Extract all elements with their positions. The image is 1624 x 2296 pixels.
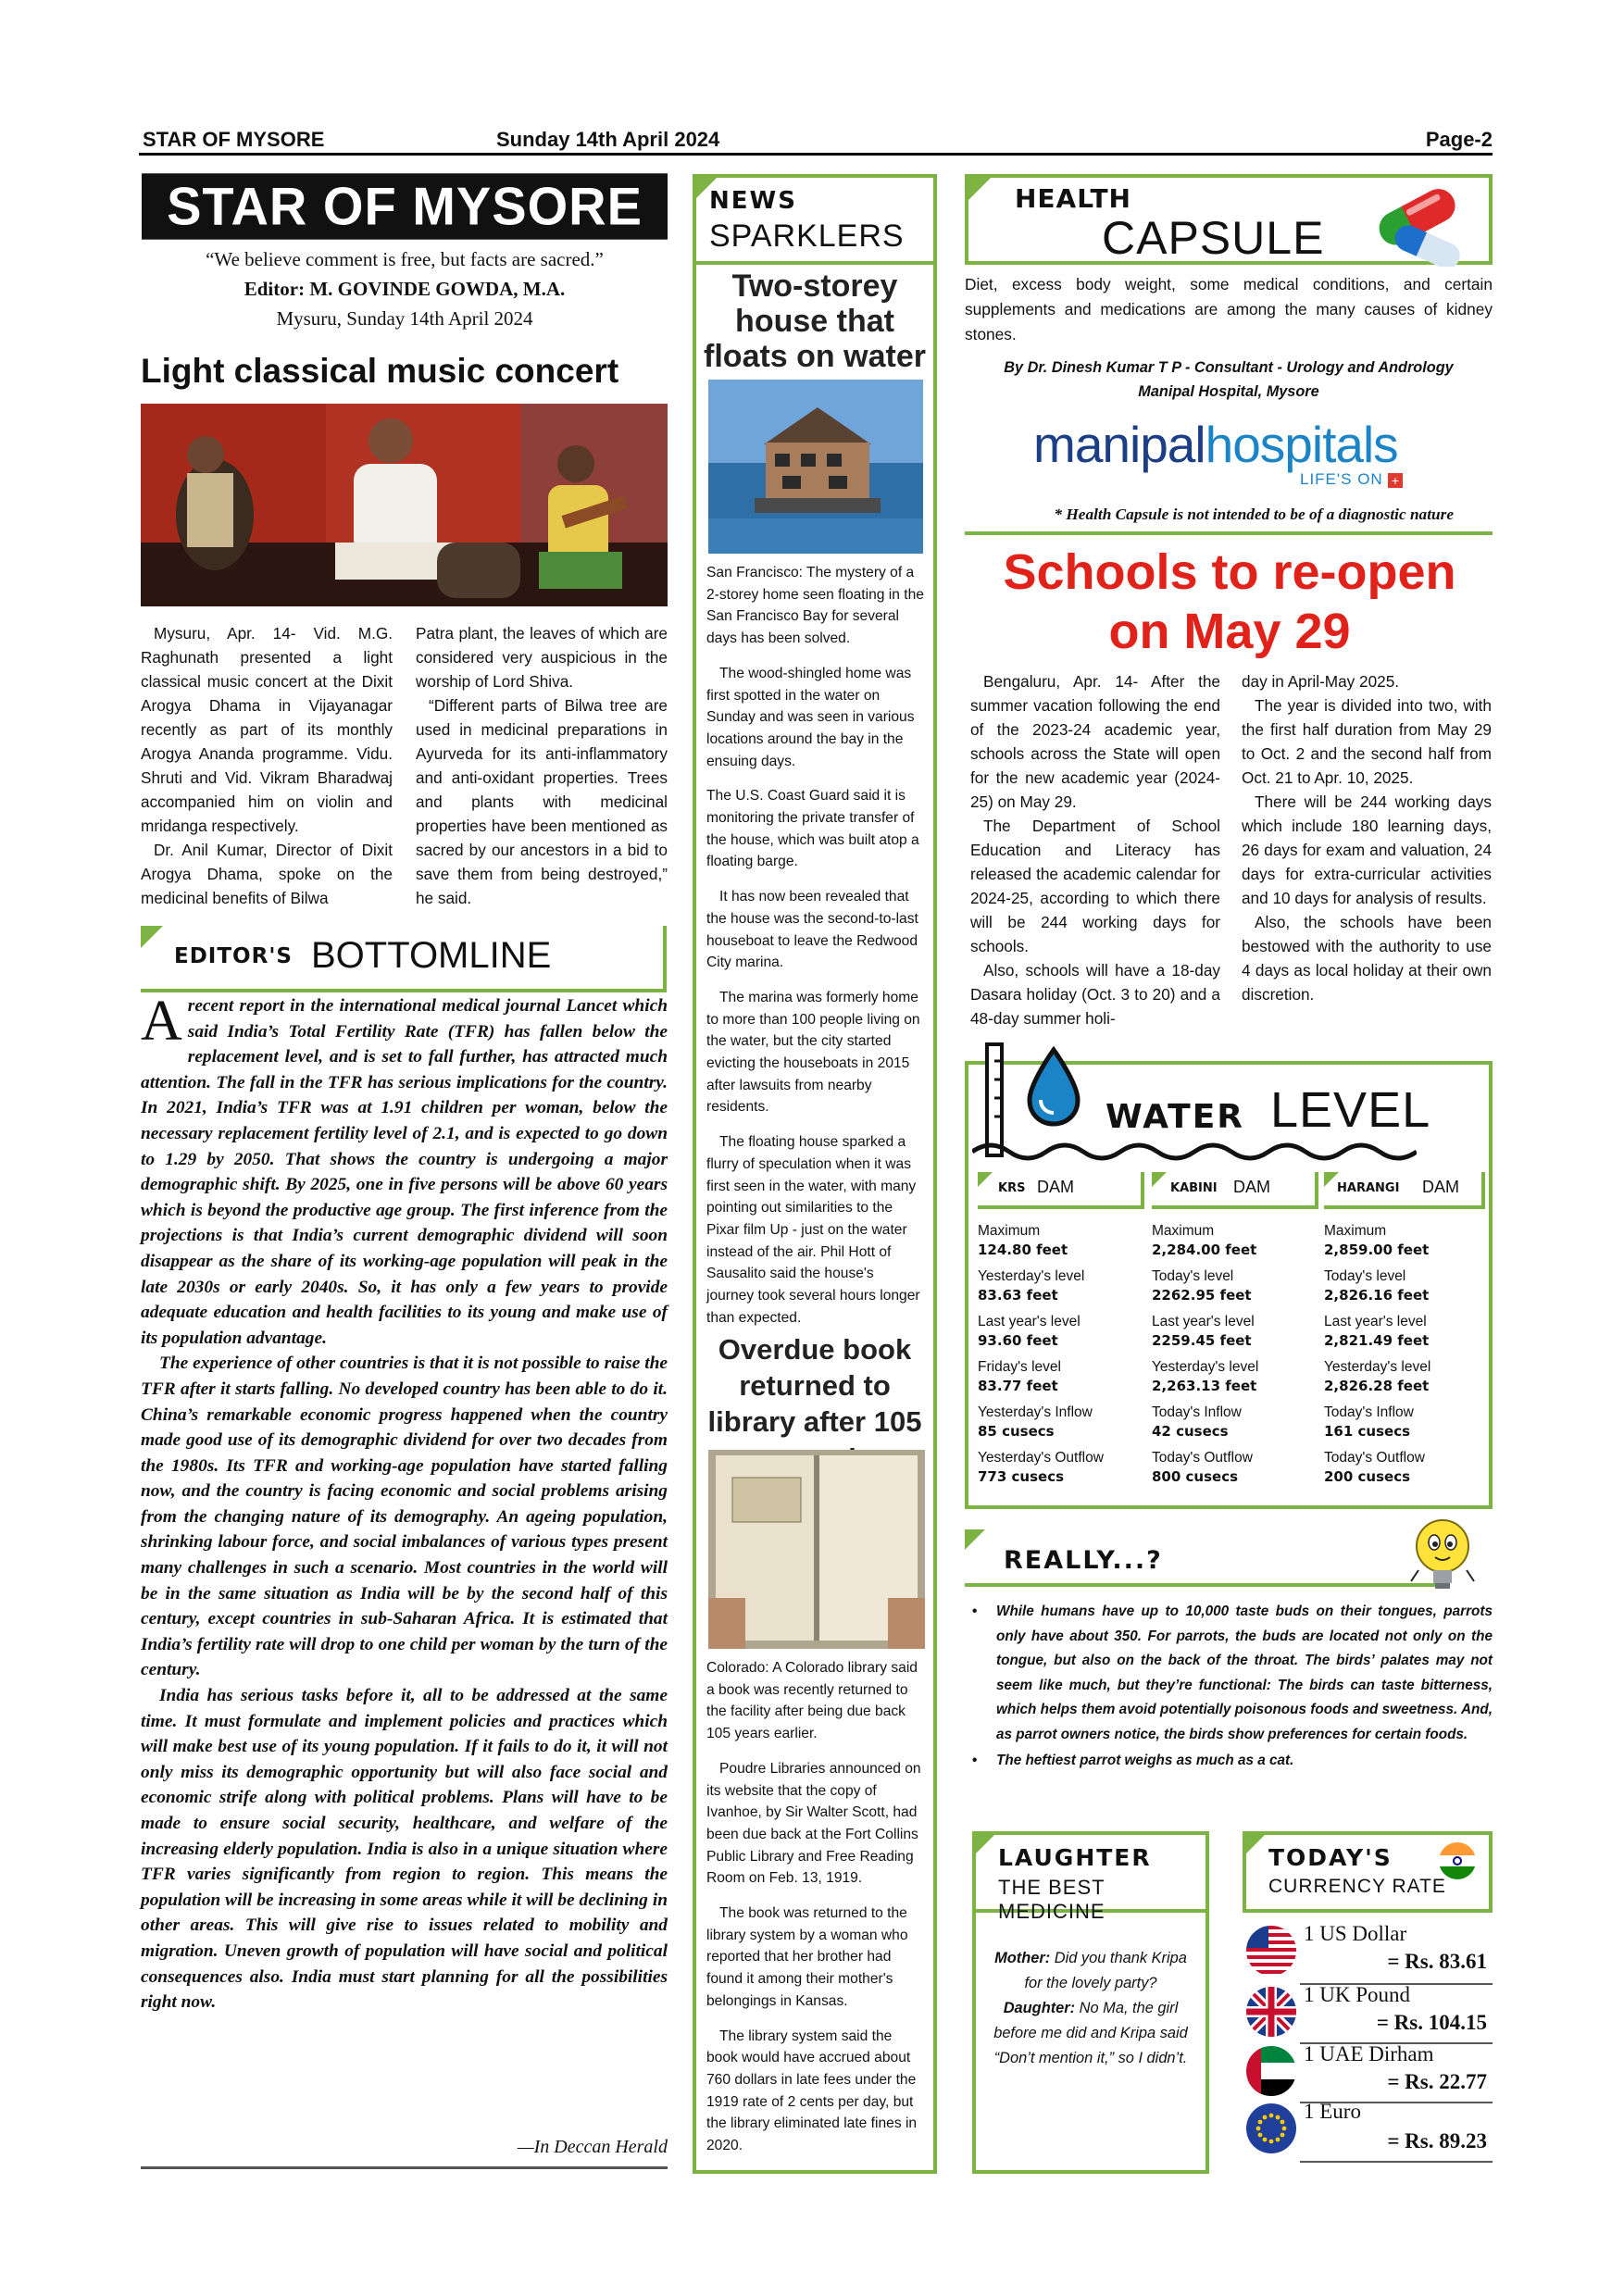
plus-icon: + xyxy=(1388,473,1403,488)
editorial-label-big: BOTTOMLINE xyxy=(311,935,552,976)
currency-value: = Rs. 89.23 xyxy=(1387,2129,1487,2152)
dam-row-label: Today's Inflow xyxy=(1152,1404,1242,1420)
story1-para: The wood-shingled home was first spotted in the water on Sunday and was seen in various locations around the bay in the ensuing days. xyxy=(706,665,915,769)
dam-row-label: Yesterday's level xyxy=(1324,1359,1431,1375)
currency-name: 1 UK Pound xyxy=(1304,1983,1411,2006)
health-label-small: HEALTH xyxy=(1015,183,1131,214)
joke-speaker: Mother: xyxy=(994,1950,1051,1966)
dam-row-label: Friday's level xyxy=(978,1359,1061,1375)
story2-para: The library system said the book would have accrued about 760 dollars in late fees under the 1919 rate of 2 cents per day, but the library eliminated late fines in 2020. xyxy=(706,2028,918,2154)
dam-row-label: Last year's level xyxy=(1324,1314,1427,1329)
list-item xyxy=(968,1600,1493,1747)
currency-row xyxy=(1246,1922,1487,1981)
dam-row-label: Maximum xyxy=(1152,1223,1215,1239)
schools-headline xyxy=(961,543,1498,661)
masthead-dateline: Mysuru, Sunday 14th April 2024 xyxy=(276,307,533,330)
currency-label-big: TODAY'S xyxy=(1268,1844,1393,1871)
overdue-book-photo xyxy=(708,1450,925,1649)
dam-row-value: 85 cusecs xyxy=(978,1423,1055,1440)
dam-row-value: 42 cusecs xyxy=(1152,1423,1229,1440)
health-intro: Diet, excess body weight, some medical conditions, and certain supplements and medications are among the many causes of kidney stones. xyxy=(965,275,1493,343)
dam-row-label: Today's Inflow xyxy=(1324,1404,1414,1420)
corner-triangle xyxy=(968,178,991,200)
dam-name-small: HARANGI xyxy=(1337,1181,1400,1195)
pill-icon xyxy=(1344,172,1493,267)
dam-label-box xyxy=(978,1172,1144,1209)
schools-para: There will be 244 working days which include 180 learning days, 26 days for exam and valuation, 24 days for extra-curricular activities and 10 days for analysis of results. xyxy=(1242,792,1492,907)
concert-col-2 xyxy=(416,621,668,910)
corner-triangle xyxy=(1152,1172,1167,1187)
story2-para: Poudre Libraries announced on its website that the copy of Ivanhoe, by Sir Walter Scott, had been due back at the Fort Collins Public Library and Free Reading Room on Feb. 13, 1919. xyxy=(706,1760,921,1887)
health-byline: By Dr. Dinesh Kumar T P - Consultant - Urology and Andrology xyxy=(1004,359,1454,376)
editorial-label-small: EDITOR'S xyxy=(174,944,293,968)
story1-body xyxy=(706,562,925,1329)
dam-kabini xyxy=(1152,1172,1318,1494)
dam-row-label: Today's level xyxy=(1152,1268,1234,1284)
dam-row-label: Maximum xyxy=(978,1223,1041,1239)
concert-para: Mysuru, Apr. 14- Vid. M.G. Raghunath presented a light classical music concert at the Dixit Arogya Dhama in Vijayanagar recently as part of its monthly Arogya Ananda programme. Vidu. Shruti and Vid. Vikram Bharadwaj accompanied him on violin and mridanga respectively. xyxy=(141,624,393,835)
schools-para: The Department of School Education and Literacy has released the academic calendar for 2024-25, according to which there will be 244 working days for schools. xyxy=(970,817,1220,955)
dam-row-value: 83.77 feet xyxy=(978,1378,1058,1394)
divider xyxy=(965,531,1493,535)
corner-triangle xyxy=(976,1835,994,1853)
dam-row-label: Maximum xyxy=(1324,1223,1387,1239)
concert-col-1 xyxy=(141,621,393,910)
manipal-logo xyxy=(1033,415,1398,474)
story1-headline: Two-storey house that floats on water xyxy=(704,268,926,374)
story1-para: The U.S. Coast Guard said it is monitoring the private transfer of the house, which was built atop a floating barge. xyxy=(706,788,919,870)
dam-row-value: 773 cusecs xyxy=(978,1468,1065,1485)
dam-row-value: 124.80 feet xyxy=(978,1242,1068,1258)
health-byline: Manipal Hospital, Mysore xyxy=(1138,383,1319,400)
list-item xyxy=(968,1749,1493,1774)
bullet-icon: • xyxy=(972,1753,978,1768)
tagline-text: LIFE'S ON xyxy=(1300,470,1383,488)
dam-row-value: 200 cusecs xyxy=(1324,1468,1411,1485)
currency-label-small: CURRENCY RATE xyxy=(1268,1876,1446,1897)
water-label-small: WATER xyxy=(1106,1098,1245,1136)
story1-para: The floating house sparked a flurry of speculation when it was first seen in the water, with many pointing out similarities to the Pixar film Up - just on the water instead of the air. Phil Hott of Sausalito said the house's journey took several hours longer than expected. xyxy=(706,1134,920,1326)
sparklers-label-small: NEWS xyxy=(709,187,797,215)
dam-name-small: KRS xyxy=(998,1181,1026,1195)
logo-part: hospitals xyxy=(1205,416,1398,473)
water-label-big: LEVEL xyxy=(1270,1082,1431,1138)
dam-row-label: Today's Outflow xyxy=(1324,1450,1425,1466)
editorial-para: The experience of other countries is that it is not possible to raise the TFR after it starts falling. No developed country has been able to do it. China’s remarkable economic progress happened when the country made good use of its demographic dividend for over two decades from the 1980s. Its TFR and working-age population have started falling now, and the country is facing economic and social problems arising from the changing nature of its demography. An ageing population, shrinking labour force, and social imbalances of various types present many challenges in such a scenario. Most countries in the world will be in the same situation as India will be by the second half of this century, except countries in sub-Saharan Africa. It is estimated that India’s fertility rate will drop to one child per woman by the turn of the century. xyxy=(141,1354,668,1680)
dam-row-value: 2,859.00 feet xyxy=(1324,1242,1430,1258)
currency-value: = Rs. 22.77 xyxy=(1387,2070,1487,2093)
dam-row-value: 83.63 feet xyxy=(978,1287,1058,1304)
story2-body xyxy=(706,1657,925,2157)
story2-para: The book was returned to the library system by a woman who reported that her brother had found it among their mother's belongings in Kansas. xyxy=(706,1905,908,2009)
uk-flag xyxy=(1246,1987,1296,2037)
story1-para: It has now been revealed that the house was the second-to-last houseboat to leave the Redwood City marina. xyxy=(706,889,918,971)
story1-para: The marina was formerly home to more than 100 people living on the water, but the city started evicting the houseboats in 2015 after lawsuits from nearby residents. xyxy=(706,989,920,1116)
currency-name: 1 US Dollar xyxy=(1304,1922,1407,1945)
joke-line: No Ma, the girl before me did and Kripa said “Don’t mention it,” so I didn’t. xyxy=(993,2000,1188,2066)
corner-triangle xyxy=(978,1172,993,1187)
corner-triangle xyxy=(965,1529,985,1550)
editorial-body xyxy=(141,990,668,2015)
laughter-label-big: LAUGHTER xyxy=(998,1844,1152,1871)
dam-row-label: Yesterday's level xyxy=(1152,1359,1259,1375)
editorial-para: India has serious tasks before it, all to be addressed at the same time. It must formulate and implement policies and practices which will make best use of its young population. If it fails to do it, it will not only miss its demographic opportunity but will also face social and economic strife along with political problems. Plans will have to be made to ensure social security, healthcare, and welfare of the increasing elderly population. India is also in a unique situation where TFR varies significantly from region to region. This means the population will be increasing in some areas while it will be declining in other areas. This will give rise to issues related to mobility and migration. Uneven growth of population will have social and political consequences also. India must start planning for all the possibilities right now. xyxy=(141,1686,668,2013)
dam-name-big: DAM xyxy=(1037,1178,1074,1196)
us-flag xyxy=(1246,1926,1296,1976)
dam-row-value: 2,826.28 feet xyxy=(1324,1378,1430,1394)
laughter-label-box xyxy=(972,1831,1209,1923)
dam-row-value: 93.60 feet xyxy=(978,1332,1058,1349)
dam-row-value: 2,826.16 feet xyxy=(1324,1287,1430,1304)
story1-para: San Francisco: The mystery of a 2-storey home seen floating in the San Francisco Bay for several days has been solved. xyxy=(706,565,924,647)
schools-para: The year is divided into two, with the first half duration from May 29 to Oct. 2 and the second half from Oct. 21 to Apr. 10, 2025. xyxy=(1242,696,1492,787)
currency-row xyxy=(1246,2100,1487,2159)
really-fact: The heftiest parrot weighs as much as a cat. xyxy=(996,1753,1294,1768)
schools-col-2 xyxy=(1242,669,1492,1006)
schools-headline-line: Schools to re-open xyxy=(1003,544,1456,600)
sparklers-label-big: SPARKLERS xyxy=(709,218,905,254)
masthead-editor: Editor: M. GOVINDE GOWDA, M.A. xyxy=(244,278,566,300)
dam-name-big: DAM xyxy=(1422,1178,1459,1196)
dam-label-box xyxy=(1152,1172,1318,1209)
schools-para: Also, the schools have been bestowed with the authority to use 4 days as local holiday at their own discretion. xyxy=(1242,913,1492,1004)
dam-row-value: 2262.95 feet xyxy=(1152,1287,1252,1304)
health-disclaimer: * Health Capsule is not intended to be of a diagnostic nature xyxy=(1054,505,1454,523)
really-fact: While humans have up to 10,000 taste buds on their tongues, parrots only have about 350. For parrots, the buds are located not only on the tongue, but also on the back of the throat. The birds’ palates may not seem like much, but they’re functional: The birds can taste bitterness, which helps them avoid potentially poisonous foods and sweetness. And, as parrot owners notice, the birds show preferences for certain foods. xyxy=(996,1603,1493,1742)
india-flag xyxy=(1439,1842,1476,1879)
dam-krs xyxy=(978,1172,1144,1494)
currency-name: 1 Euro xyxy=(1304,2100,1361,2123)
dam-row-label: Last year's level xyxy=(978,1314,1081,1329)
divider xyxy=(1300,2161,1493,2163)
editorial-label-box xyxy=(141,926,667,992)
laughter-joke xyxy=(991,1946,1191,2071)
bullet-icon: • xyxy=(972,1603,978,1619)
currency-name: 1 UAE Dirham xyxy=(1304,2042,1434,2065)
editorial-para: recent report in the international medical journal Lancet which said India’s Total Fertility Rate (TFR) has fallen below the replacement level, and is set to fall further, has attracted much attention. The fall in the TFR has serious implications for the country. In 2021, India’s TFR was at 1.91 children per woman, below the necessary replacement fertility level of 2.1, and is expected to go down to 1.29 by 2050. That shows the country is undergoing a major demographic shift. By 2025, one in five persons will be above 60 years which is beyond the productive age group. The first inference from the projections is that India’s current demographic dividend will soon disappear as the share of its working-age population will peak in the late 2030s or early 2040s. So, it has only a few years to provide adequate education and health facilities to its young and make use of its population advantage. xyxy=(141,996,668,1348)
health-label-big: CAPSULE xyxy=(1102,212,1325,264)
currency-value: = Rs. 83.61 xyxy=(1387,1950,1487,1973)
dam-name-small: KABINI xyxy=(1170,1181,1218,1195)
editorial-credit: —In Deccan Herald xyxy=(517,2137,668,2157)
schools-para: Bengaluru, Apr. 14- After the summer vacation following the end of the 2023-24 academic year, schools across the State will open for the new academic year (2024-25) on May 29. xyxy=(970,672,1220,811)
running-head xyxy=(139,126,1493,156)
masthead-title: STAR OF MYSORE xyxy=(142,173,668,239)
uae-flag xyxy=(1246,2046,1296,2096)
manipal-tagline xyxy=(1300,470,1403,489)
schools-col-1 xyxy=(970,669,1220,1030)
joke-line: Did you thank Kripa for the lovely party? xyxy=(1024,1950,1187,1991)
divider xyxy=(141,2166,668,2169)
dam-row-label: Yesterday's Outflow xyxy=(978,1450,1104,1466)
dam-row-value: 800 cusecs xyxy=(1152,1468,1239,1485)
joke-speaker: Daughter: xyxy=(1003,2000,1076,2016)
dam-row-label: Yesterday's Inflow xyxy=(978,1404,1093,1420)
floating-house-photo xyxy=(708,380,923,554)
concert-para: “Different parts of Bilwa tree are used in medicinal preparations in Ayurveda for its anti-inflammatory and anti-oxidant properties. Trees and plants with medicinal properties have been mentioned as sacred by our ancestors in a bid to save them from being destroyed,” he said. xyxy=(416,696,668,907)
currency-row xyxy=(1246,1983,1487,2042)
really-label-box xyxy=(965,1529,1446,1587)
running-paper-name: STAR OF MYSORE xyxy=(143,128,325,151)
concert-para: Dr. Anil Kumar, Director of Dixit Arogya Dhama, spoke on the medicinal benefits of Bilwa xyxy=(141,841,393,907)
logo-part: manipal xyxy=(1033,416,1206,473)
dam-row-value: 2,284.00 feet xyxy=(1152,1242,1257,1258)
dropcap: A xyxy=(141,990,182,1053)
lightbulb-icon xyxy=(1407,1515,1478,1600)
really-list xyxy=(968,1600,1493,1774)
laughter-label-small: THE BEST MEDICINE xyxy=(998,1876,1106,1923)
masthead-motto: “We believe comment is free, but facts are sacred.” xyxy=(206,248,604,270)
dam-row-label: Last year's level xyxy=(1152,1314,1255,1329)
dam-harangi xyxy=(1324,1172,1485,1494)
currency-value: = Rs. 104.15 xyxy=(1376,2011,1487,2034)
eu-flag xyxy=(1246,2103,1296,2153)
dam-row-value: 161 cusecs xyxy=(1324,1423,1411,1440)
dam-row-label: Yesterday's level xyxy=(978,1268,1085,1284)
story2-headline: Overdue book returned to library after 105 xyxy=(707,1333,922,1438)
running-date: Sunday 14th April 2024 xyxy=(496,128,720,151)
corner-triangle xyxy=(141,926,163,948)
dam-row-value: 2,263.13 feet xyxy=(1152,1378,1257,1394)
currency-row xyxy=(1246,2042,1487,2102)
dam-row-value: 2259.45 feet xyxy=(1152,1332,1252,1349)
corner-triangle xyxy=(1246,1835,1265,1853)
water-waves xyxy=(972,1135,1417,1168)
dam-name-big: DAM xyxy=(1233,1178,1270,1196)
really-label: REALLY...? xyxy=(1004,1546,1163,1575)
dam-label-box xyxy=(1324,1172,1485,1209)
concert-para: Patra plant, the leaves of which are considered very auspicious in the worship of Lord Shiva. xyxy=(416,624,668,691)
dam-row-value: 2,821.49 feet xyxy=(1324,1332,1430,1349)
dam-row-label: Today's Outflow xyxy=(1152,1450,1253,1466)
story2-para: Colorado: A Colorado library said a book was recently returned to the facility after being due back 105 years earlier. xyxy=(706,1660,918,1742)
concert-headline: Light classical music concert xyxy=(141,352,619,390)
schools-para: day in April-May 2025. xyxy=(1242,672,1400,691)
schools-headline-line: on May 29 xyxy=(1108,604,1351,659)
schools-para: Also, schools will have a 18-day Dasara holiday (Oct. 3 to 20) and a 48-day summer holi- xyxy=(970,961,1220,1028)
dam-row-label: Today's level xyxy=(1324,1268,1406,1284)
divider xyxy=(696,261,933,265)
page-number: Page-2 xyxy=(1425,128,1493,151)
concert-photo xyxy=(141,404,668,606)
